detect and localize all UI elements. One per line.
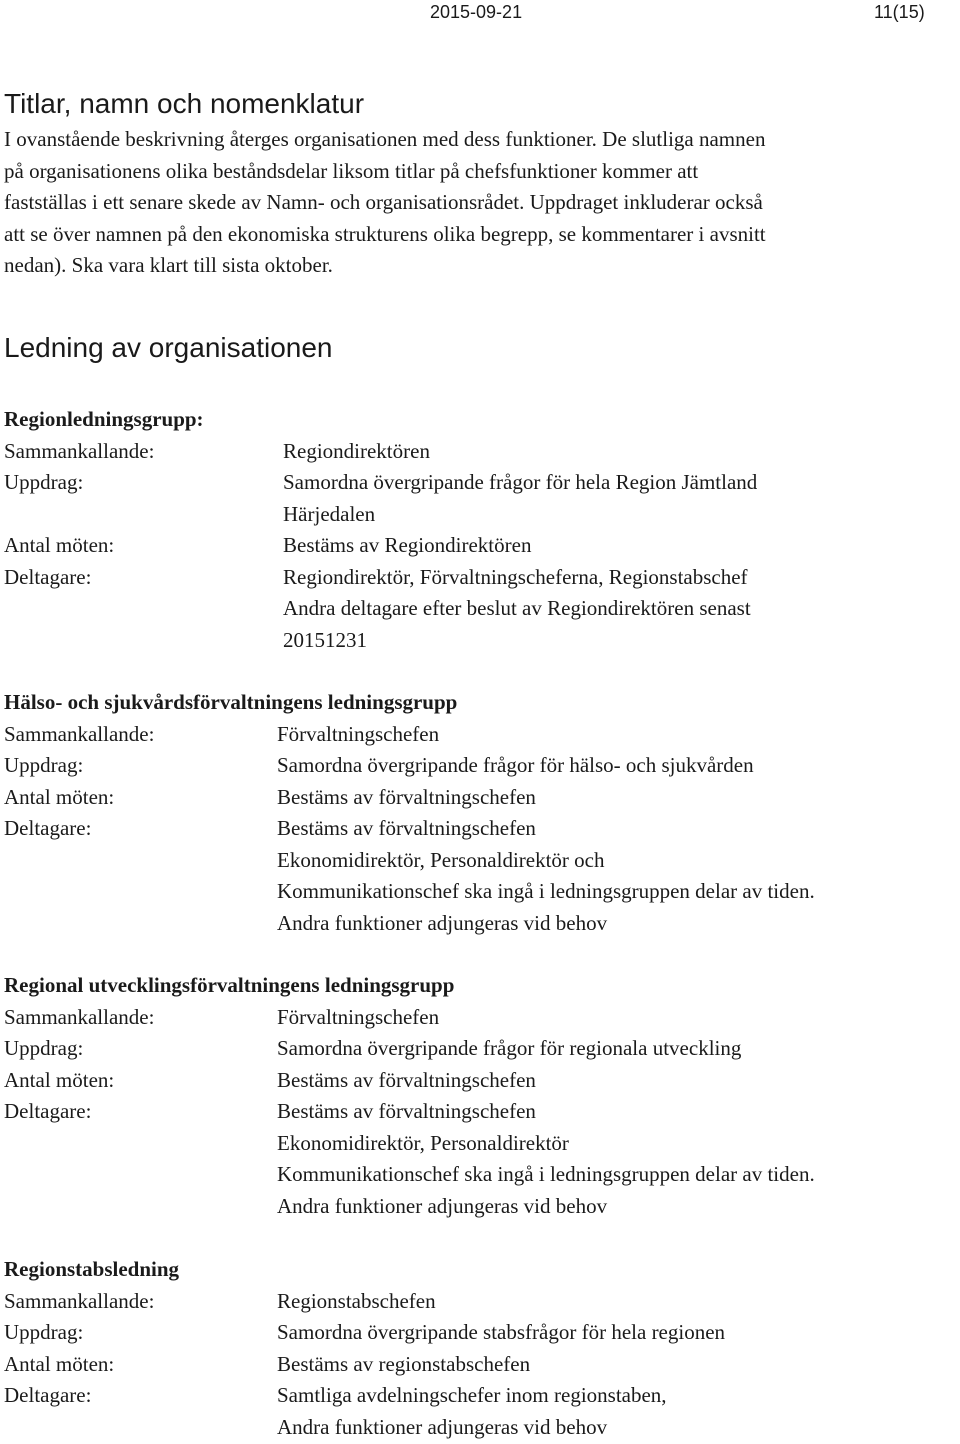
field-label: Antal möten: [4,1067,115,1092]
field-row [4,1033,954,1065]
field-row [4,782,954,814]
field-value: Bestäms av förvaltningschefen [277,1099,536,1123]
intro-line: nedan). Ska vara klart till sista oktober. [4,253,333,277]
field-label: Sammankallande: [4,438,155,463]
field-value: Regionstabschefen [277,1288,436,1313]
field-value: Förvaltningschefen [277,1004,440,1029]
field-row [4,719,954,751]
field-value: Förvaltningschefen [277,721,440,746]
section-title: Regional utvecklingsförvaltningens ledningsgrupp [4,973,455,997]
field-value: Ekonomidirektör, Personaldirektör [277,1130,569,1155]
field-value: Ekonomidirektör, Personaldirektör och [277,847,605,872]
header-date: 2015-09-21 [430,2,523,22]
field-label: Uppdrag: [4,1036,84,1060]
field-value: 20151231 [283,627,367,652]
section-title: Hälso- och sjukvårdsförvaltningens ledningsgrupp [4,690,458,714]
field-row [4,1002,954,1034]
field-label: Antal möten: [4,1351,115,1376]
field-value: Andra funktioner adjungeras vid behov [277,1193,608,1218]
field-row [4,530,954,562]
intro-line: fastställas i ett senare skede av Namn- och organisationsrådet. Uppdraget inkluderar också [4,190,763,214]
page-number: 11(15) [874,2,925,22]
field-row [4,1317,954,1349]
section-title: Regionledningsgrupp: [4,407,204,431]
heading-titles-names: Titlar, namn och nomenklatur [4,88,365,119]
field-value: Samordna övergripande frågor för hälso- och sjukvården [277,753,754,777]
field-value: Samordna övergripande frågor för hela Region Jämtland [283,470,758,494]
field-value: Bestäms av förvaltningschefen [277,784,536,809]
section-title: Regionstabsledning [4,1257,180,1281]
field-value: Andra deltagare efter beslut av Regiondirektören senast [283,596,751,620]
field-label: Antal möten: [4,533,115,557]
field-value: Regiondirektören [283,438,430,463]
field-row [4,813,954,939]
field-value: Andra funktioner adjungeras vid behov [277,1414,608,1439]
field-row [4,1096,954,1222]
field-value: Samordna övergripande frågor för regionala utveckling [277,1036,742,1060]
field-row [4,1349,954,1381]
field-label: Sammankallande: [4,1004,155,1029]
section-regionstabsledning [4,1254,954,1443]
intro-line: på organisationens olika beståndsdelar liksom titlar på chefsfunktioner kommer att [4,158,699,183]
intro-paragraph [4,124,949,282]
section-halso-sjukvard [4,687,954,939]
field-label: Deltagare: [4,1383,92,1407]
field-value: Samtliga avdelningschefer inom regionstaben, [277,1383,667,1407]
field-value: Bestäms av Regiondirektören [283,533,532,557]
field-value: Kommunikationschef ska ingå i ledningsgruppen delar av tiden. [277,1162,815,1186]
field-value: Regiondirektör, Förvaltningscheferna, Regionstabschef [283,564,748,589]
field-row [4,467,954,530]
field-row [4,1286,954,1318]
field-value: Bestäms av regionstabschefen [277,1351,531,1376]
field-label: Sammankallande: [4,721,155,746]
field-row [4,1065,954,1097]
field-value: Samordna övergripande stabsfrågor för hela regionen [277,1320,726,1344]
field-value: Kommunikationschef ska ingå i ledningsgruppen delar av tiden. [277,879,815,903]
field-label: Uppdrag: [4,1320,84,1344]
section-regionledningsgrupp [4,404,954,656]
field-label: Antal möten: [4,784,115,809]
field-row [4,436,954,468]
field-value: Härjedalen [283,501,376,526]
field-label: Sammankallande: [4,1288,155,1313]
intro-line: att se över namnen på den ekonomiska strukturens olika begrepp, se kommentarer i avsnitt [4,221,766,246]
section-regional-utveckling [4,970,954,1222]
field-value: Andra funktioner adjungeras vid behov [277,910,608,935]
field-label: Uppdrag: [4,470,84,494]
field-label: Deltagare: [4,564,92,589]
field-label: Uppdrag: [4,753,84,777]
field-row [4,562,954,657]
heading-leadership: Ledning av organisationen [4,332,333,363]
field-row [4,750,954,782]
field-value: Bestäms av förvaltningschefen [277,816,536,840]
field-label: Deltagare: [4,1099,92,1123]
intro-line: I ovanstående beskrivning återges organisationen med dess funktioner. De slutliga namnen [4,127,766,151]
field-label: Deltagare: [4,816,92,840]
field-value: Bestäms av förvaltningschefen [277,1067,536,1092]
field-row [4,1380,954,1443]
